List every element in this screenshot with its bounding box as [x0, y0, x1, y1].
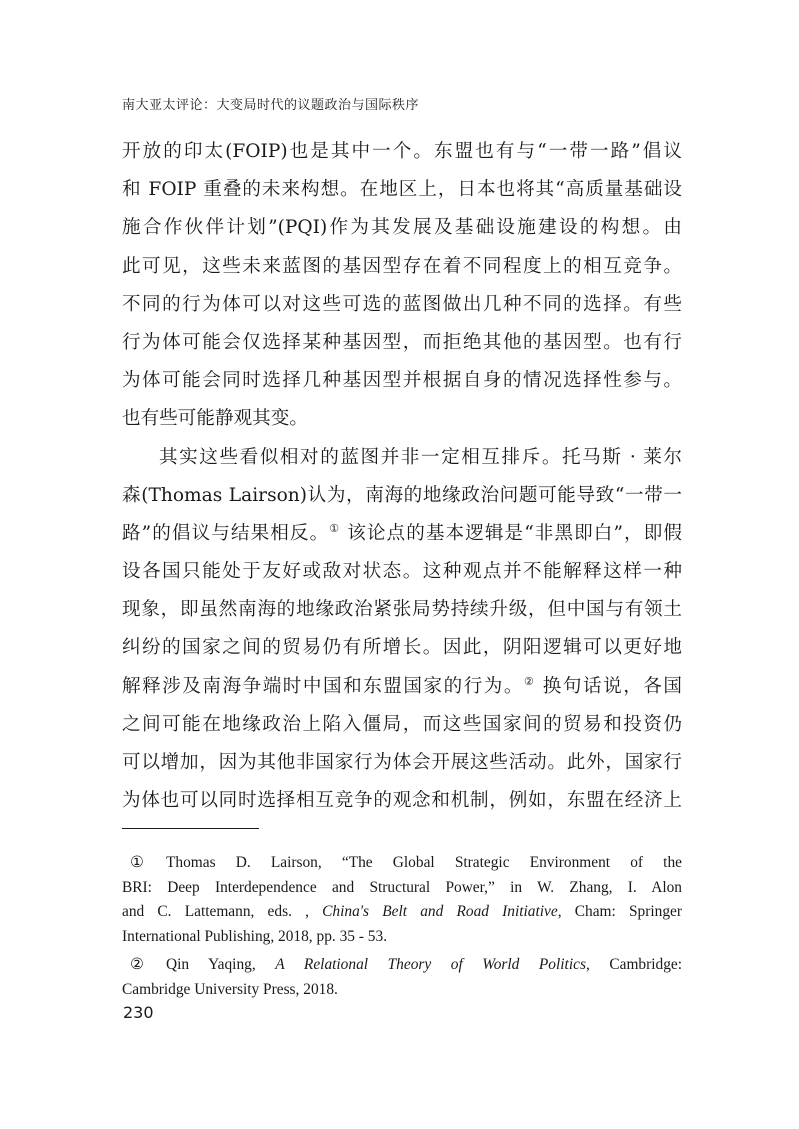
- text-line: 设各国只能处于友好或敌对状态。这种观点并不能解释这样一种: [122, 561, 682, 583]
- text-line: 开放的印太(FOIP)也是其中一个。东盟也有与“一带一路”倡议: [122, 141, 682, 162]
- text-segment: Qin Yaqing,: [166, 956, 276, 973]
- footnote-line: BRI: Deep Interdependence and Structural Power,” in W. Zhang, I. Alon: [122, 878, 682, 896]
- text-line: 不同的行为体可以对这些可选的蓝图做出几种不同的选择。有些: [122, 293, 682, 315]
- text-line: 其实这些看似相对的蓝图并非一定相互排斥。托马斯 · 莱尔: [159, 446, 682, 468]
- text-segment: Thomas D. Lairson, “The Global Strategic Environment of the: [166, 854, 682, 871]
- text-line: 为体也可以同时选择相互竞争的观念和机制，例如，东盟在经济上: [122, 790, 682, 812]
- footnote-divider: [122, 828, 259, 829]
- text-line: 为体可能会同时选择几种基因型并根据自身的情况选择性参与。: [122, 370, 682, 392]
- text-line: 现象，即虽然南海的地缘政治紧张局势持续升级，但中国与有领土: [122, 599, 682, 621]
- footnote-ref-1[interactable]: ①: [329, 521, 341, 535]
- text-segment: 路”的倡议与结果相反。: [122, 522, 330, 544]
- text-segment: , Cambridge:: [585, 956, 683, 973]
- text-segment: , Cham: Springer: [557, 903, 682, 920]
- text-line: 施合作伙伴计划”(PQI)作为其发展及基础设施建设的构想。由: [122, 217, 682, 239]
- text-segment: 换句话说，各国: [535, 675, 682, 697]
- footnotes: [122, 851, 682, 1002]
- text-segment: 解释涉及南海争端时中国和东盟国家的行为。: [122, 675, 524, 697]
- text-line: 纠纷的国家之间的贸易仍有所增长。因此，阴阳逻辑可以更好地: [122, 637, 682, 659]
- book-title: China's Belt and Road Initiative: [322, 903, 558, 920]
- book-title: A Relational Theory of World Politics: [275, 956, 586, 973]
- footnote-mark: ②: [130, 956, 144, 973]
- footnote-line: [122, 953, 682, 978]
- footnote-ref-2[interactable]: ②: [524, 674, 536, 688]
- text-line: [122, 515, 682, 553]
- footnote-line: Cambridge University Press, 2018.: [122, 980, 338, 998]
- footnote-line: [122, 900, 682, 925]
- text-segment: 该论点的基本逻辑是“非黑即白”，即假: [340, 522, 682, 544]
- footnote-mark: ①: [130, 854, 144, 871]
- body-text: [122, 133, 682, 820]
- text-line: 和 FOIP 重叠的未来构想。在地区上，日本也将其“高质量基础设: [122, 179, 682, 201]
- footnote-line: [122, 851, 682, 876]
- footnote-line: International Publishing, 2018, pp. 35 - 53.: [122, 927, 388, 945]
- running-head: 南大亚太评论：大变局时代的议题政治与国际秩序: [122, 98, 420, 113]
- text-line: 此可见，这些未来蓝图的基因型存在着不同程度上的相互竞争。: [122, 255, 682, 277]
- paragraph-2: [122, 439, 682, 821]
- text-line: 行为体可能会仅选择某种基因型，而拒绝其他的基因型。也有行: [122, 331, 682, 353]
- paragraph-1: [122, 133, 682, 439]
- footnote-1: [122, 851, 682, 949]
- page-number: 230: [123, 1003, 154, 1022]
- text-line: 之间可能在地缘政治上陷入僵局，而这些国家间的贸易和投资仍: [122, 713, 682, 735]
- text-line: 也有些可能静观其变。: [122, 408, 308, 430]
- text-line: 森(Thomas Lairson)认为，南海的地缘政治问题可能导致“一带一: [122, 484, 682, 506]
- text-segment: and C. Lattemann, eds. ,: [122, 903, 323, 920]
- text-line: 可以增加，因为其他非国家行为体会开展这些活动。此外，国家行: [122, 752, 682, 773]
- footnote-2: [122, 953, 682, 1002]
- text-line: [122, 668, 682, 706]
